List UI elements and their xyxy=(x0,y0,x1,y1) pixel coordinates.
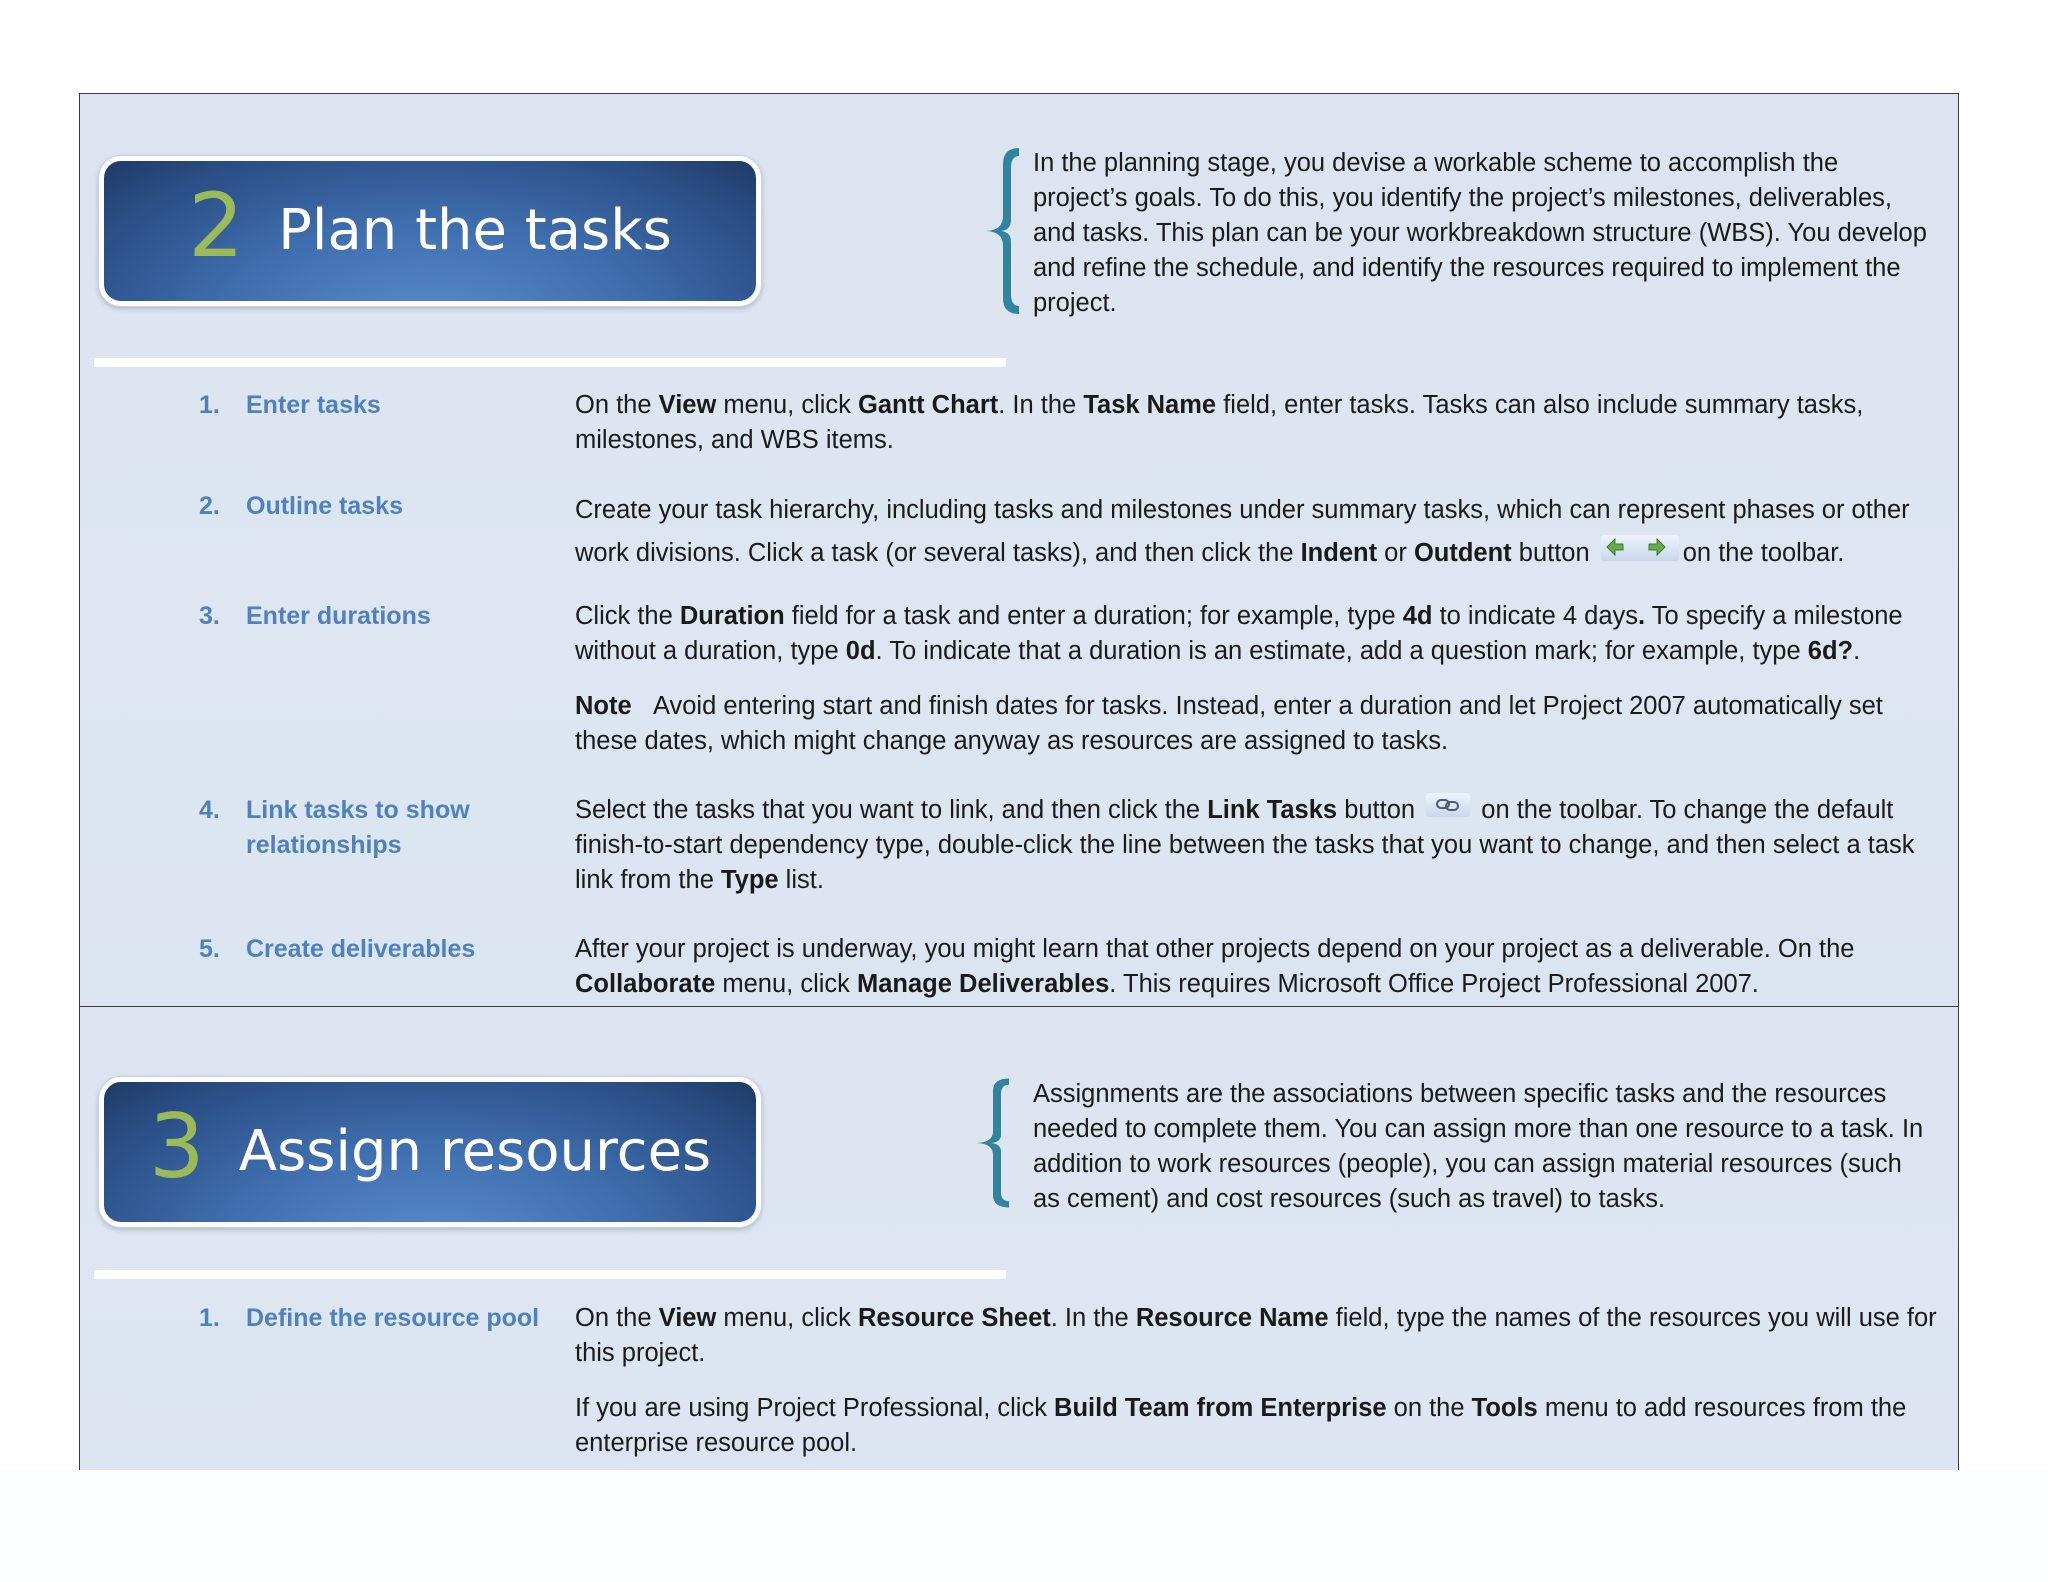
step-description: After your project is underway, you might learn that other projects depend on your project as a deliverable. On the Collaborate menu, click Manage Deliverables. This requires Microsoft Office Project Professional 2007. xyxy=(575,935,1855,998)
section-banner xyxy=(99,156,761,306)
step-title: Define the resource pool xyxy=(246,1304,540,1332)
page-footer-area xyxy=(0,1470,2048,1582)
step-title: Create deliverables xyxy=(246,935,476,963)
outdent-arrow-icon xyxy=(1607,539,1623,555)
section-divider xyxy=(94,1270,1006,1279)
step-number: 1. xyxy=(199,391,220,419)
step-description: Click the Duration field for a task and enter a duration; for example, type 4d to indicate 4 days. To specify a milestone without a duration, type 0d. To indicate that a duration is an estimate, add a question mark; for example, type 6d?. Note Avoid entering start and finish dates for tasks. Instead, enter a duration and let Project 2007 automatically set these dates, which might change anyway as resources are assigned to tasks. xyxy=(575,599,1945,779)
section-number: 2 xyxy=(188,174,245,277)
section-intro: Assignments are the associations between specific tasks and the resources needed to complete them. You can assign more than one resource to a task. In addition to work resources (people), you can assign material resources (such as cement) and cost resources (such as travel) to tasks. xyxy=(1033,1080,1924,1213)
step-description: Create your task hierarchy, including tasks and milestones under summary tasks, which can represent phases or other work divisions. Click a task (or several tasks), and then click the Indent or Outdent button on the toolbar. xyxy=(575,496,1910,567)
step-number: 2. xyxy=(199,492,220,520)
step-number: 3. xyxy=(199,602,220,630)
step-title: Outline tasks xyxy=(246,492,403,520)
step-number: 5. xyxy=(199,935,220,963)
step-number: 1. xyxy=(199,1304,220,1332)
section-number: 3 xyxy=(148,1095,205,1198)
link-tasks-icon xyxy=(1426,793,1470,817)
section-intro: In the planning stage, you devise a workable scheme to accomplish the project’s goals. To do this, you identify the project’s milestones, deliverables, and tasks. This plan can be your workbreakdown structure (WBS). You develop and refine the schedule, and identify the resources required to implement the project. xyxy=(1033,149,1927,317)
step-title: Enter tasks xyxy=(246,391,381,419)
section-divider xyxy=(94,358,1006,367)
note-label: Note xyxy=(575,692,632,720)
section-title: Plan the tasks xyxy=(278,198,672,263)
step-number: 4. xyxy=(199,796,220,824)
step-description: On the View menu, click Gantt Chart. In the Task Name field, enter tasks. Tasks can also include summary tasks, milestones, and WBS items. xyxy=(575,391,1864,454)
section-banner xyxy=(99,1077,761,1227)
left-brace-icon xyxy=(973,1077,1013,1209)
section-title: Assign resources xyxy=(238,1119,712,1184)
section-assign-resources xyxy=(79,1006,1959,1470)
indent-arrow-icon xyxy=(1649,539,1665,555)
left-brace-icon xyxy=(983,146,1023,316)
note-paragraph: Note Avoid entering start and finish dates for tasks. Instead, enter a duration and let Project 2007 automatically set these dates, which might change anyway as resources are assigned to tasks. xyxy=(575,692,1883,755)
step-description: On the View menu, click Resource Sheet. In the Resource Name field, type the names of the resources you will use for this project. If you are using Project Professional, click Build Team from Enterprise on the Tools menu to add resources from the enterprise resource pool. xyxy=(575,1304,1937,1457)
step-title: Enter durations xyxy=(246,602,431,630)
indent-outdent-toolbar-icon xyxy=(1601,535,1679,561)
section-plan-the-tasks xyxy=(79,93,1959,1007)
step-description: Select the tasks that you want to link, and then click the Link Tasks button on the toolbar. To change the default finish-to-start dependency type, double-click the line between the tasks that you want to change, and then select a task link from the Type list. xyxy=(575,793,1945,918)
step-title: Link tasks to show relationships xyxy=(246,796,470,859)
